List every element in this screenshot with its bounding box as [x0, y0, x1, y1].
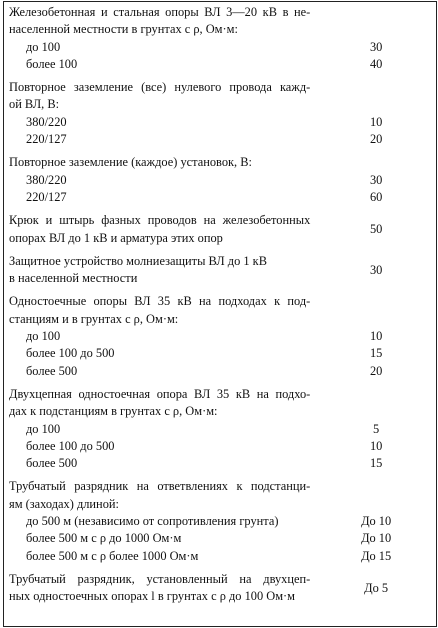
row-label: более 100 до 500	[26, 438, 115, 453]
table-row	[4, 548, 436, 565]
row-value: 5	[373, 421, 380, 436]
table-row	[4, 56, 436, 73]
row-label: более 500	[26, 363, 78, 378]
table-row	[4, 363, 436, 380]
section-concrete-steel-supports	[4, 2, 436, 73]
section-tube-arrester-branches	[4, 478, 436, 564]
table-row	[4, 328, 436, 345]
row-value: 30	[369, 39, 383, 54]
row-label: 380/220	[26, 114, 67, 129]
row-value: До 10	[361, 531, 392, 546]
section-heading-line: Повторное заземление (все) нулевого провода кажд-	[9, 80, 311, 95]
table-row	[4, 421, 436, 438]
row-label: 220/127	[26, 189, 67, 204]
row-value: 10	[369, 438, 383, 453]
section-heading-line: Трубчатый разрядник на ответвлениях к подстанци-	[9, 479, 311, 494]
row-value: 50	[369, 222, 383, 237]
section-single-post-35kv	[4, 293, 436, 379]
section-tube-arrester-double-circuit	[4, 571, 436, 606]
section-heading-line: ой ВЛ, В:	[9, 97, 60, 112]
row-label: более 100 до 500	[26, 346, 115, 361]
row-value: 15	[369, 456, 383, 471]
row-label: более 500 м с ρ более 1000 Ом·м	[26, 548, 199, 563]
table-row	[4, 530, 436, 547]
table-row	[4, 189, 436, 206]
row-value: До 10	[361, 514, 392, 529]
table-row	[4, 438, 436, 455]
section-lightning-protection	[4, 253, 436, 288]
section-heading-line: дах к подстанциям в грунтах с ρ, Ом·м:	[9, 404, 218, 419]
section-hook-pin	[4, 212, 436, 247]
section-heading-line: Одностоечные опоры ВЛ 35 кВ на подходах к под-	[9, 294, 311, 309]
table-row	[4, 172, 436, 189]
table-row	[4, 114, 436, 131]
row-value: 20	[369, 363, 383, 378]
section-heading-line: Железобетонная и стальная опоры ВЛ 3—20 кВ в не-	[9, 5, 311, 19]
row-value: 20	[369, 132, 383, 147]
row-label: до 100	[26, 421, 61, 436]
row-label: более 500 м с ρ до 1000 Ом·м	[26, 531, 182, 546]
row-value: 40	[369, 57, 383, 72]
row-label: 380/220	[26, 172, 67, 187]
section-heading-line: ям (заходах) длиной:	[9, 496, 119, 511]
section-double-circuit-35kv	[4, 386, 436, 472]
section-heading-line: Повторное заземление (каждое) установок, В:	[9, 155, 252, 170]
row-value: 30	[369, 172, 383, 187]
table-row	[4, 345, 436, 362]
row-value: 15	[369, 346, 383, 361]
section-heading-line: населенной местности в грунтах с ρ, Ом·м:	[9, 22, 238, 37]
table-row	[4, 131, 436, 148]
row-label: до 500 м (независимо от сопротивления грунта)	[26, 514, 279, 529]
row-label: до 100	[26, 329, 61, 344]
section-heading-line: опорах ВЛ до 1 кВ и арматура этих опор	[9, 230, 223, 245]
section-heading-line: станциям и в грунтах с ρ, Ом·м:	[9, 311, 179, 326]
table-row	[4, 455, 436, 472]
grounding-resistance-table	[3, 1, 437, 627]
row-value: До 15	[361, 548, 392, 563]
section-heading-line: Защитное устройство молниезащиты ВЛ до 1 кВ	[9, 253, 267, 268]
section-heading-line: Трубчатый разрядник, установленный на двухцеп-	[9, 571, 311, 586]
table-row	[4, 513, 436, 530]
row-value: 60	[369, 190, 383, 205]
row-value: 10	[369, 329, 383, 344]
section-heading-line: в населенной местности	[9, 271, 138, 286]
row-value: До 5	[364, 580, 389, 595]
row-value: 30	[369, 262, 383, 277]
section-heading-line: Двухцепная одностоечная опора ВЛ 35 кВ на подхо-	[9, 386, 311, 401]
row-label: до 100	[26, 39, 61, 54]
row-value: 10	[369, 114, 383, 129]
section-repeat-grounding-installations	[4, 154, 436, 206]
table-row	[4, 39, 436, 56]
row-label: более 500	[26, 456, 78, 471]
section-repeat-grounding-neutral	[4, 79, 436, 148]
row-label: более 100	[26, 56, 78, 71]
row-label: 220/127	[26, 132, 67, 147]
section-heading-line: Крюк и штырь фазных проводов на железобетонных	[9, 213, 311, 228]
section-heading-line: ных одностоечных опорах l в грунтах с ρ до 100 Ом·м	[9, 589, 296, 604]
